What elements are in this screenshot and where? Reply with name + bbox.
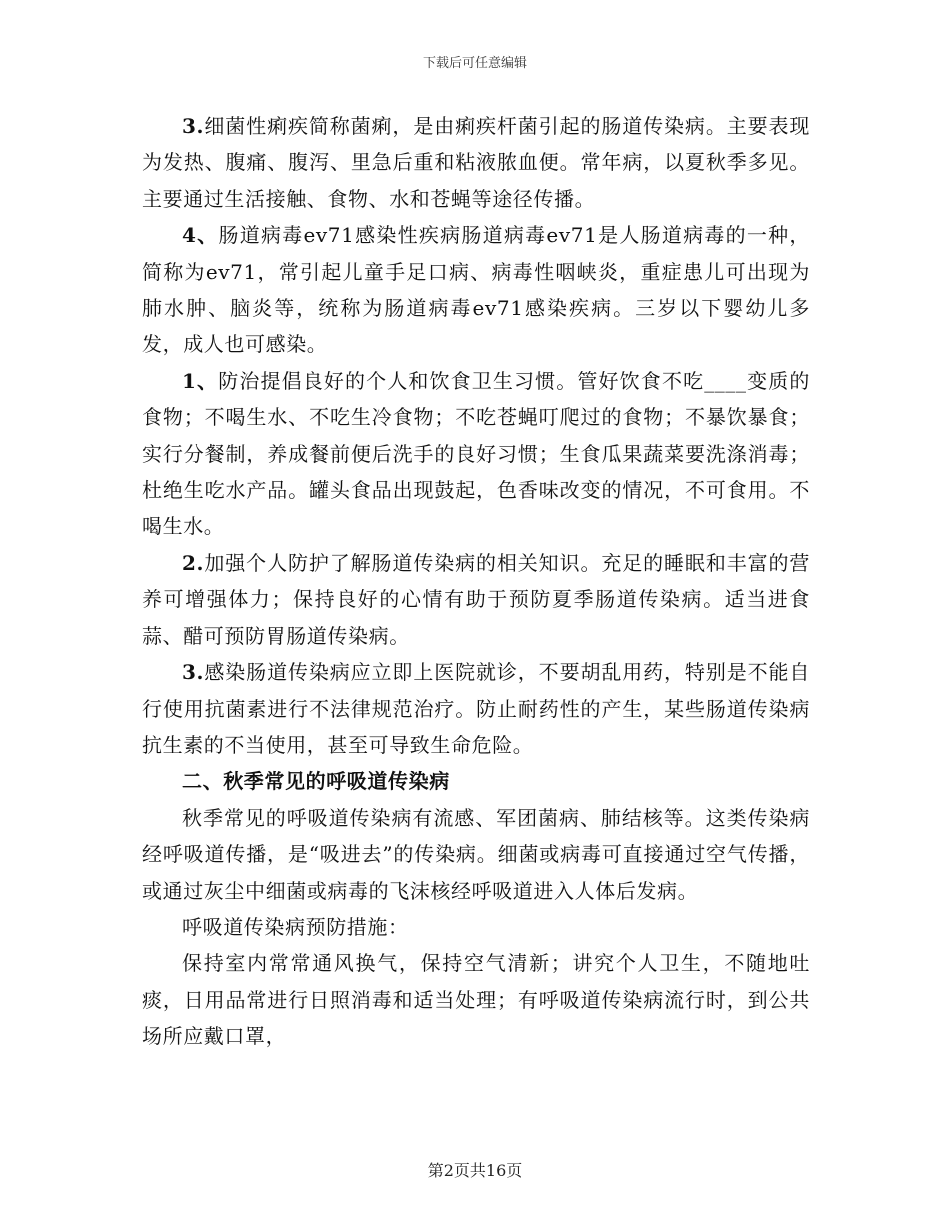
document-body xyxy=(142,108,810,1055)
page-header: 下载后可任意编辑 xyxy=(422,56,527,71)
section-paragraph: 秋季常见的呼吸道传染病有流感、军团菌病、肺结核等。这类传染病经呼吸道传播，是“吸进去”的传染病。细菌或病毒可直接通过空气传播，或通过灰尘中细菌或病毒的飞沫核经呼吸道进入人体后发病。 xyxy=(142,805,810,903)
paragraph xyxy=(142,363,810,545)
paragraph-number: 4、 xyxy=(182,223,219,248)
section-heading: 二、秋季常见的呼吸道传染病 xyxy=(182,769,450,794)
paragraph-text: 肠道病毒ev71感染性疾病肠道病毒ev71是人肠道病毒的一种，简称为ev71，常引起儿童手足口病、病毒性咽峡炎，重症患儿可出现为肺水肿、脑炎等，统称为肠道病毒ev71感染疾病。三岁以下婴幼儿多发，成人也可感染。 xyxy=(142,223,810,357)
page-footer: 第2页共16页 xyxy=(427,1161,523,1180)
paragraph-number: 3. xyxy=(182,660,205,685)
paragraph xyxy=(142,108,810,217)
paragraph-text: 加强个人防护了解肠道传染病的相关知识。充足的睡眠和丰富的营养可增强体力；保持良好的心情有助于预防夏季肠道传染病。适当进食蒜、醋可预防胃肠道传染病。 xyxy=(142,550,810,648)
paragraph xyxy=(142,654,810,763)
paragraph xyxy=(142,217,810,363)
paragraph xyxy=(142,545,810,654)
paragraph-number: 3. xyxy=(182,114,205,138)
section-paragraph: 保持室内常常通风换气，保持空气清新；讲究个人卫生，不随地吐痰，日用品常进行日照消毒和适当处理；有呼吸道传染病流行时，到公共场所应戴口罩， xyxy=(142,951,810,1049)
paragraph-text: 防治提倡良好的个人和饮食卫生习惯。管好饮食不吃____变质的食物；不喝生水、不吃生冷食物；不吃苍蝇叮爬过的食物；不暴饮暴食；实行分餐制，养成餐前便后洗手的良好习惯；生食瓜果蔬菜要洗涤消毒；杜绝生吃水产品。罐头食品出现鼓起，色香味改变的情况，不可食用。不喝生水。 xyxy=(142,368,810,539)
paragraph-number: 2. xyxy=(182,550,205,575)
paragraph-text: 细菌性痢疾简称菌痢，是由痢疾杆菌引起的肠道传染病。主要表现为发热、腹痛、腹泻、里急后重和粘液脓血便。常年病，以夏秋季多见。主要通过生活接触、食物、水和苍蝇等途径传播。 xyxy=(142,114,810,211)
paragraph-text: 感染肠道传染病应立即上医院就诊，不要胡乱用药，特别是不能自行使用抗菌素进行不法律规范治疗。防止耐药性的产生，某些肠道传染病抗生素的不当使用，甚至可导致生命危险。 xyxy=(142,660,810,757)
paragraph-number: 1、 xyxy=(182,368,219,393)
section-paragraph: 呼吸道传染病预防措施： xyxy=(182,914,409,939)
